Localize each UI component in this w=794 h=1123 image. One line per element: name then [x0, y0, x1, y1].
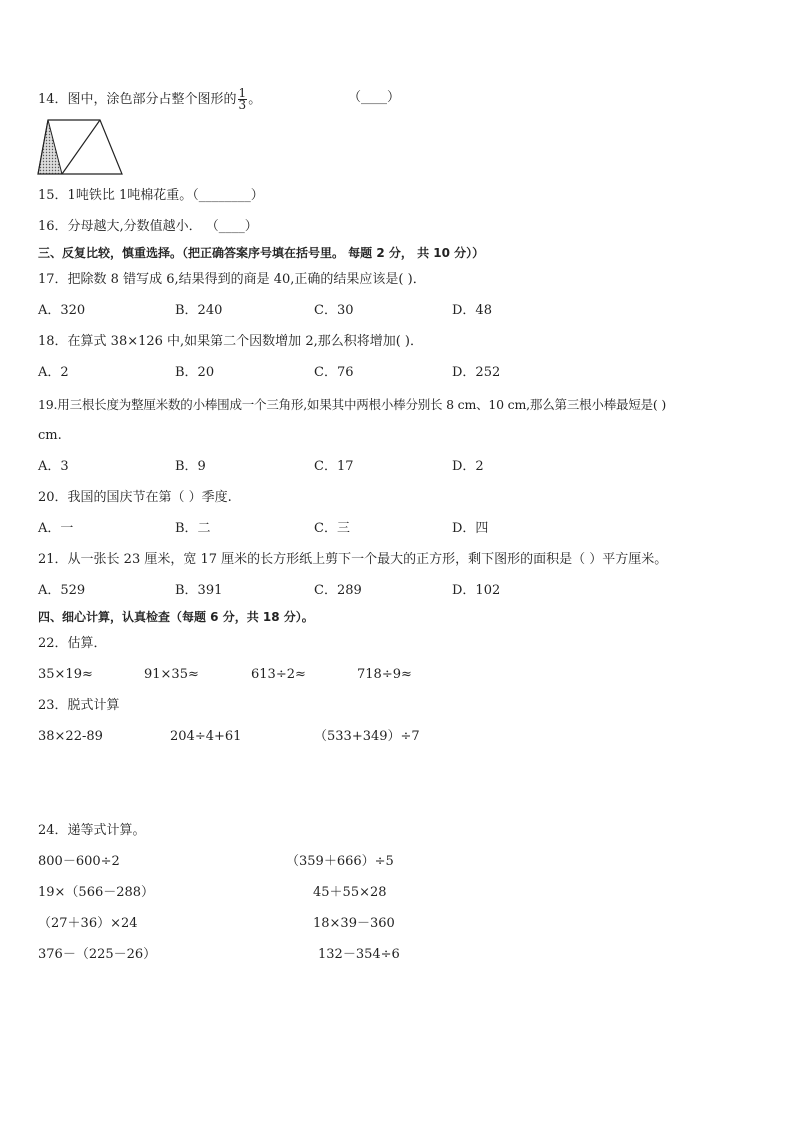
stepwise-item: （359＋666）÷5 — [286, 854, 394, 869]
question-19-option-d: D．2 — [452, 459, 484, 474]
question-15: 15．1吨铁比 1吨棉花重。（________） — [38, 188, 264, 203]
fraction-denominator: 3 — [238, 98, 247, 112]
stepwise-item: 376－（225－26） — [38, 947, 157, 962]
question-19-stem: 19.用三根长度为整厘米数的小棒围成一个三角形,如果其中两根小棒分别长 8 cm、10 cm,那么第三根小棒最短是( ) — [38, 397, 667, 412]
question-21-option-d: D．102 — [452, 583, 501, 598]
question-18-option-c: C．76 — [314, 365, 354, 380]
stepwise-item: （27＋36）×24 — [38, 916, 138, 931]
fraction-numerator: 1 — [238, 86, 247, 100]
question-19-option-a: A．3 — [38, 459, 69, 474]
question-17-option-b: B．240 — [175, 303, 223, 318]
estimate-item: 35×19≈ — [38, 667, 93, 682]
question-14-answer-paren: （____） — [348, 90, 401, 105]
stepwise-item: 800－600÷2 — [38, 854, 120, 869]
estimate-item: 91×35≈ — [144, 667, 199, 682]
question-20-option-a: A．一 — [38, 521, 74, 536]
question-17-option-c: C．30 — [314, 303, 354, 318]
question-21-option-b: B．391 — [175, 583, 223, 598]
stepwise-item: 132－354÷6 — [318, 947, 400, 962]
question-19-stem-cont: cm. — [38, 428, 62, 443]
question-17-option-a: A．320 — [38, 303, 86, 318]
estimate-item: 613÷2≈ — [251, 667, 306, 682]
question-17-stem: 17．把除数 8 错写成 6,结果得到的商是 40,正确的结果应该是( )． — [38, 272, 426, 287]
calc-item: 204÷4+61 — [170, 729, 242, 744]
question-14-tail: 。 — [248, 92, 262, 107]
section-3-heading: 三、反复比较，慎重选择。（把正确答案序号填在括号里。 每题 2 分， 共 10 分）） — [38, 246, 485, 260]
question-20-stem: 20．我国的国庆节在第（ ）季度. — [38, 490, 232, 505]
stepwise-item: 45＋55×28 — [313, 885, 387, 900]
shaded-triangle — [38, 120, 62, 174]
question-24-stem: 24．递等式计算。 — [38, 823, 146, 838]
question-18-stem: 18．在算式 38×126 中,如果第二个因数增加 2,那么积将增加( )． — [38, 334, 423, 349]
fraction-one-third — [238, 88, 248, 111]
question-14-stem: 14．图中，涂色部分占整个图形的 — [38, 92, 237, 107]
question-16: 16．分母越大,分数值越小． （____） — [38, 219, 258, 234]
stepwise-item: 18×39－360 — [313, 916, 395, 931]
question-20-option-c: C．三 — [314, 521, 350, 536]
calc-item: 38×22-89 — [38, 729, 103, 744]
calc-item: （533+349）÷7 — [314, 729, 420, 744]
stepwise-item: 19×（566－288） — [38, 885, 155, 900]
question-18-option-d: D．252 — [452, 365, 501, 380]
question-14 — [38, 88, 261, 111]
section-4-heading: 四、细心计算，认真检查（每题 6 分，共 18 分）。 — [38, 610, 314, 624]
question-17-option-d: D．48 — [452, 303, 492, 318]
question-18-option-b: B．20 — [175, 365, 215, 380]
question-19-option-b: B．9 — [175, 459, 206, 474]
trapezoid-diagonal — [62, 120, 100, 174]
question-22-stem: 22．估算． — [38, 636, 107, 651]
question-20-option-d: D．四 — [452, 521, 489, 536]
question-21-option-a: A．529 — [38, 583, 86, 598]
question-20-option-b: B．二 — [175, 521, 211, 536]
trapezoid-figure — [36, 118, 126, 178]
question-23-stem: 23．脱式计算 — [38, 698, 120, 713]
question-18-option-a: A．2 — [38, 365, 69, 380]
question-21-stem: 21．从一张长 23 厘米，宽 17 厘米的长方形纸上剪下一个最大的正方形，剩下图形的面积是（ ）平方厘米。 — [38, 552, 668, 567]
question-19-option-c: C．17 — [314, 459, 354, 474]
estimate-item: 718÷9≈ — [357, 667, 412, 682]
question-21-option-c: C．289 — [314, 583, 362, 598]
